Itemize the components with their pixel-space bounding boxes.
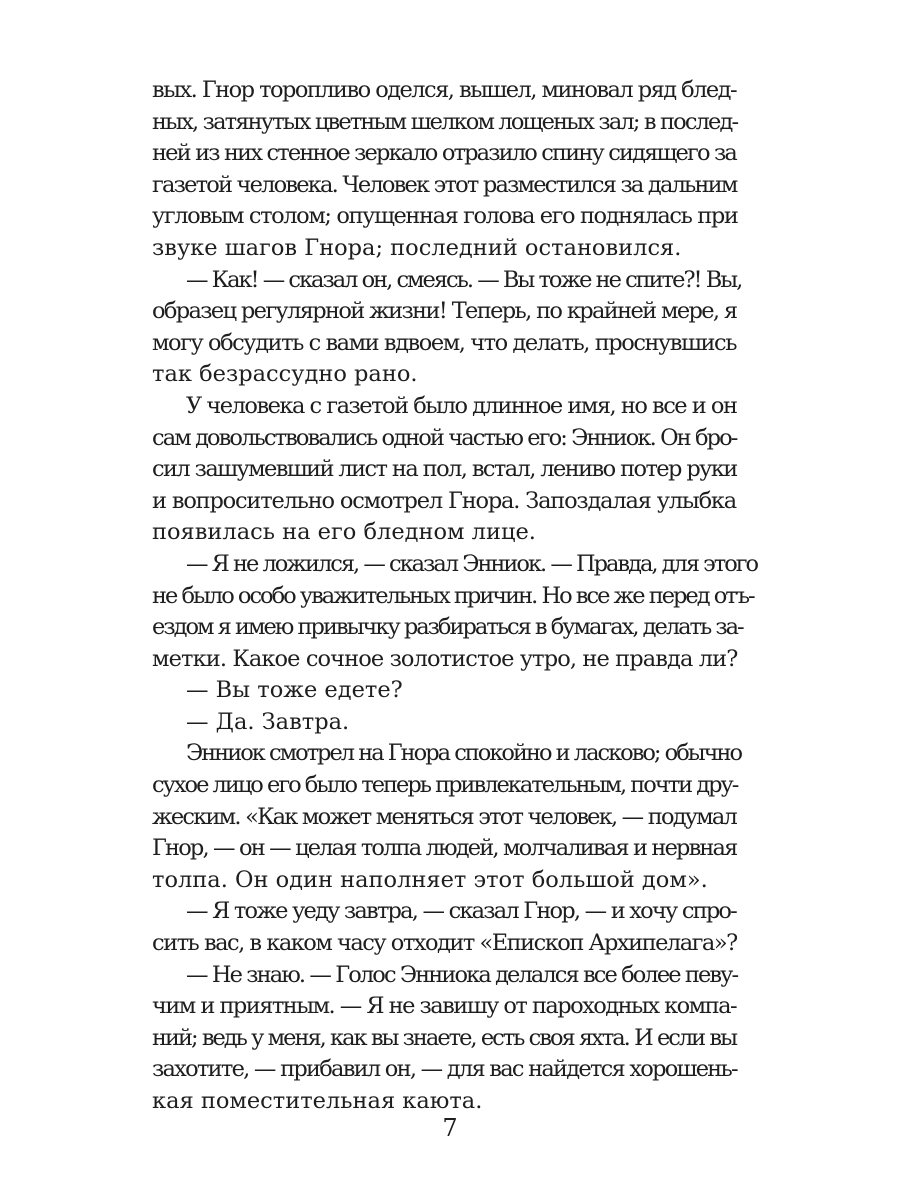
text-line: появилась на его бледном лице. [152, 519, 536, 546]
text-line: — Я не ложился, — сказал Энниок. — Правда, для этого [186, 550, 758, 577]
text-line: угловым столом; опущенная голова его поднялась при [152, 203, 738, 230]
text-line: Энниок смотрел на Гнора спокойно и ласково; обычно [186, 740, 742, 767]
text-line: У человека с газетой было длинное имя, но все и он [186, 392, 737, 419]
text-line: — Как! — сказал он, смеясь. — Вы тоже не спите?! Вы, [186, 266, 742, 293]
text-line: ней из них стенное зеркало отразило спину сидящего за [152, 140, 736, 167]
text-line: ний; ведь у меня, как вы знаете, есть своя яхта. И если вы [152, 1024, 736, 1051]
text-line: — Вы тоже едете? [186, 677, 403, 704]
text-line: и вопросительно осмотрел Гнора. Запоздалая улыбка [152, 487, 736, 514]
text-line: метки. Какое сочное золотистое утро, не правда ли? [152, 645, 738, 672]
text-line: — Да. Завтра. [186, 708, 350, 735]
body-text [152, 75, 758, 1118]
text-line: чим и приятным. — Я не завишу от пароходных компа- [152, 993, 736, 1020]
text-line: Гнор, — он — целая толпа людей, молчаливая и нервная [152, 835, 737, 862]
text-line: кая поместительная каюта. [152, 1088, 483, 1114]
text-line: не было особо уважительных причин. Но все же перед отъ- [152, 582, 754, 609]
text-line: — Не знаю. — Голос Энниока делался все более певу- [186, 961, 738, 988]
text-line: сил зашумевший лист на пол, встал, лениво потер руки [152, 456, 737, 483]
text-line: вых. Гнор торопливо оделся, вышел, миновал ряд блед- [152, 77, 736, 103]
text-line: захотите, — прибавил он, — для вас найдется хорошень- [152, 1056, 737, 1083]
text-line: звуке шагов Гнора; последний остановился. [152, 234, 682, 261]
text-line: сухое лицо его было теперь привлекательным, почти дру- [152, 772, 738, 799]
text-line: ных, затянутых цветным шелком лощеных зал; в послед- [152, 108, 738, 135]
text-line: ездом я имею привычку разбираться в бумагах, делать за- [152, 614, 743, 641]
page-number: 7 [442, 1114, 458, 1142]
text-line: газетой человека. Человек этот разместился за дальним [152, 171, 737, 198]
text-line: так безрассудно рано. [152, 361, 418, 388]
text-line: толпа. Он один наполняет этот большой дом». [152, 866, 708, 893]
text-line: могу обсудить с вами вдвоем, что делать, проснувшись [152, 329, 736, 356]
text-line: жеским. «Как может меняться этот человек, — подумал [152, 803, 736, 830]
text-line: сам довольствовались одной частью его: Энниок. Он бро- [152, 424, 737, 451]
text-line: сить вас, в каком часу отходит «Епископ Архипелага»? [152, 930, 737, 957]
text-line: — Я тоже уеду завтра, — сказал Гнор, — и хочу спро- [186, 898, 736, 925]
text-line: образец регулярной жизни! Теперь, по крайней мере, я [152, 298, 737, 325]
